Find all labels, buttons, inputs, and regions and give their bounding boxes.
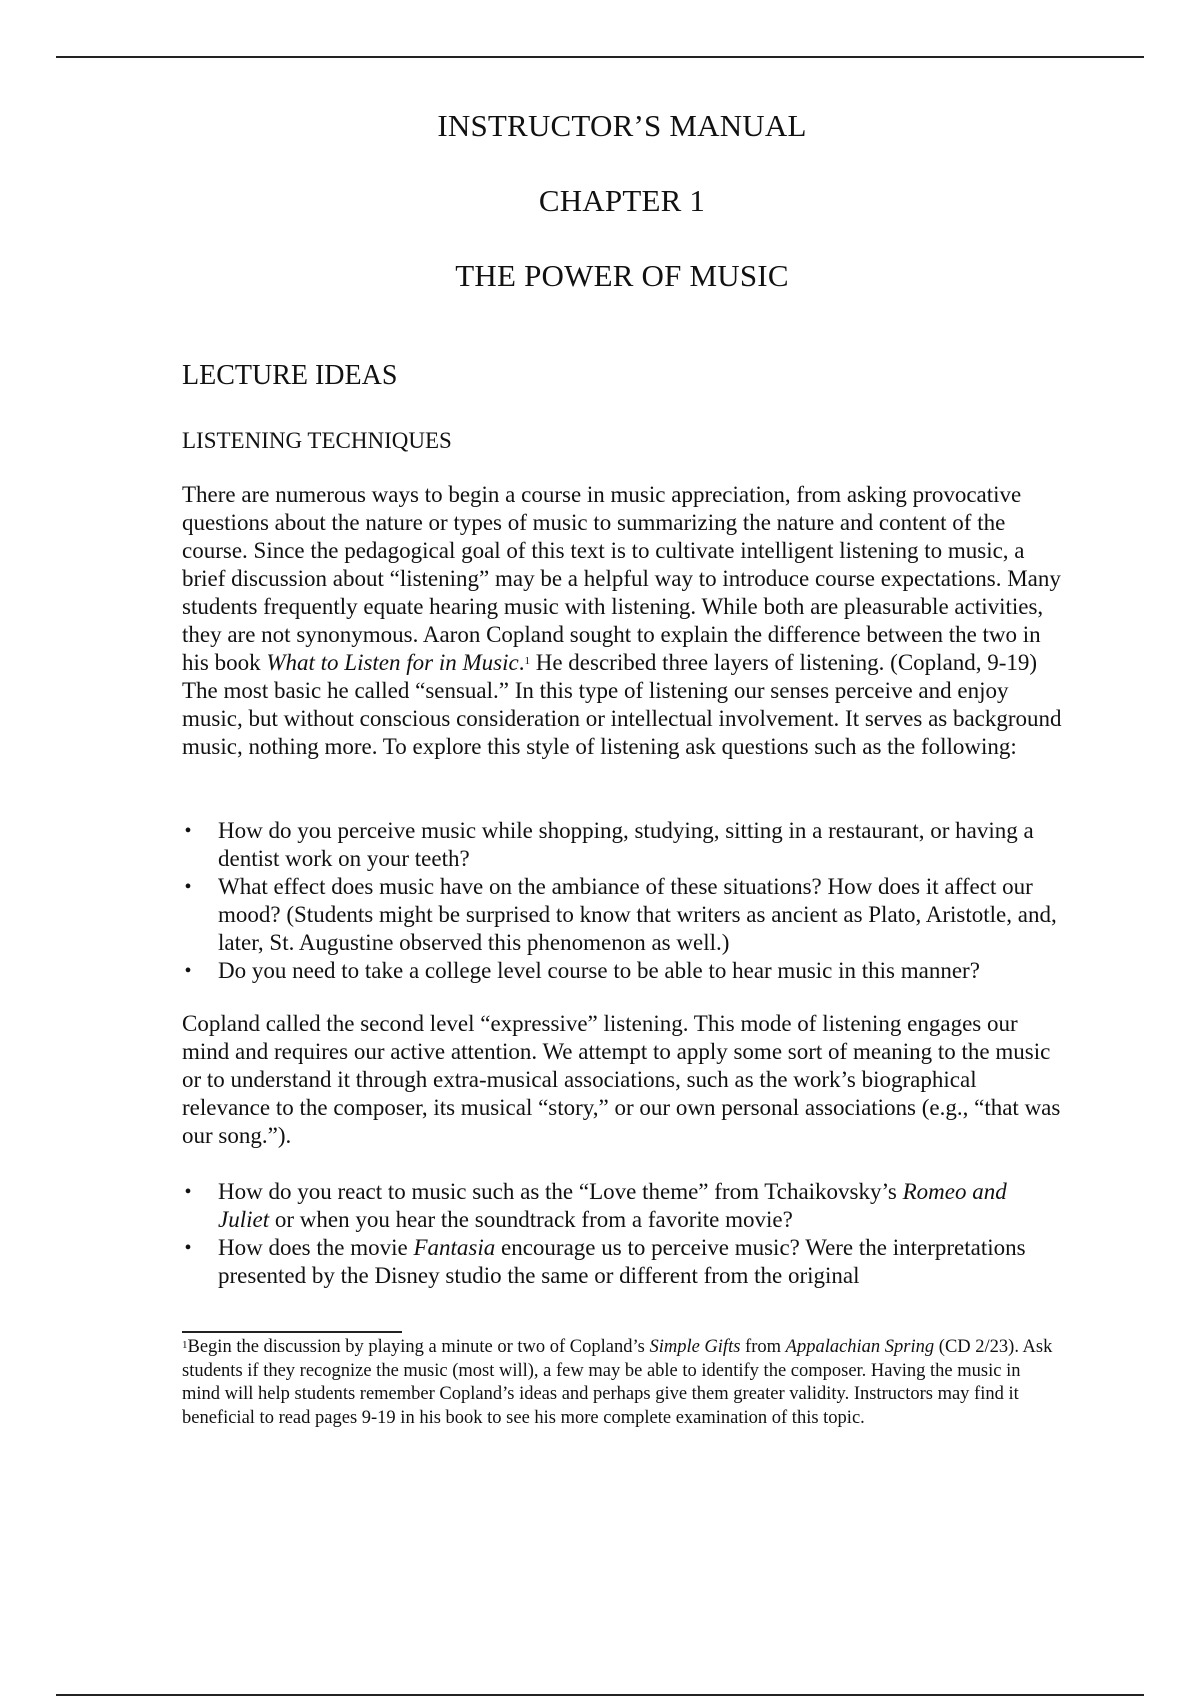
paragraph-expressive: [182, 1010, 1062, 1150]
footnote-reference[interactable]: 1: [524, 655, 530, 667]
bottom-rule: [56, 1694, 1144, 1696]
list-item-text: How do you perceive music while shopping, studying, sitting in a restaurant, or having a dentist work on your teeth?: [218, 818, 1034, 871]
footnote: [182, 1336, 1062, 1430]
bullet-icon: •: [184, 1237, 192, 1259]
footnote-mark: 1: [182, 1339, 188, 1351]
list-item: [182, 817, 1062, 873]
bullet-icon: •: [184, 960, 192, 982]
footnote-text: from: [740, 1337, 786, 1357]
movie-title: Fantasia: [413, 1235, 496, 1260]
list-item-text: encourage us to perceive music? Were the interpretations presented by the Disney studio the same or different from the original: [218, 1235, 1026, 1288]
work-title: Appalachian Spring: [785, 1337, 935, 1357]
list-item-text: What effect does music have on the ambiance of these situations? How does it affect our mood? (Students might be surprised to know that writers as ancient as Plato, Aristotle, and, later, St. Augustine observed this phenomenon as well.): [218, 874, 1057, 955]
top-rule: [56, 56, 1144, 58]
list-item: [182, 1178, 1062, 1234]
manual-title: INSTRUCTOR’S MANUAL: [437, 108, 807, 143]
bullet-list-expressive: [182, 1178, 1062, 1290]
paragraph-intro-text: There are numerous ways to begin a course in music appreciation, from asking provocative questions about the nature or types of music to summarizing the nature and content of the course. Since the pedagogical goal of this text is to cultivate intelligent listening to music, a brief discussion about “listening” may be a helpful way to introduce course expectations. Many students frequently equate hearing music with listening. While both are pleasurable activities, they are not synonymous. Aaron Copland sought to explain the difference between the two in his book: [182, 482, 1061, 675]
list-item: [182, 1234, 1062, 1290]
bullet-icon: •: [184, 820, 192, 842]
bullet-icon: •: [184, 1181, 192, 1203]
footnote-text: Begin the discussion by playing a minute or two of Copland’s: [187, 1337, 650, 1357]
chapter-number: CHAPTER 1: [538, 183, 706, 218]
list-item-text: or when you hear the soundtrack from a favorite movie?: [269, 1207, 793, 1232]
footnote-separator: [182, 1331, 402, 1333]
work-title: Simple Gifts: [649, 1337, 741, 1357]
footnote-text: (CD 2/23). Ask students if they recognize the music (most will), a few may be able to identify the composer. Having the music in mind will help students remember Copland’s ideas and perhaps give them greater validity. Instructors may find it beneficial to read pages 9-19 in his book to see his more complete examination of this topic.: [182, 1337, 1053, 1428]
bullet-list-sensual: [182, 817, 1062, 985]
book-title: What to Listen for in Music: [266, 650, 519, 675]
paragraph-intro-period: .: [518, 650, 525, 675]
list-item: [182, 873, 1062, 957]
section-subheading: LISTENING TECHNIQUES: [182, 428, 452, 453]
paragraph-expressive-text: Copland called the second level “expressive” listening. This mode of listening engages our mind and requires our active attention. We attempt to apply some sort of meaning to the music or to understand it through extra-musical associations, such as the work’s biographical relevance to the composer, its musical “story,” or our own personal associations (e.g., “that was our song.”).: [182, 1011, 1061, 1148]
chapter-title: THE POWER OF MUSIC: [455, 258, 789, 293]
list-item-text: How does the movie: [218, 1235, 414, 1260]
list-item: [182, 957, 1062, 985]
bullet-icon: •: [184, 876, 192, 898]
work-title: Romeo and Juliet: [218, 1179, 1007, 1232]
list-item-text: Do you need to take a college level course to be able to hear music in this manner?: [218, 958, 980, 983]
list-item-text: How do you react to music such as the “Love theme” from Tchaikovsky’s: [218, 1179, 903, 1204]
paragraph-intro: [182, 481, 1062, 761]
paragraph-intro-continued: He described three layers of listening. (Copland, 9-19) The most basic he called “sensual.” In this type of listening our senses perceive and enjoy music, but without conscious consideration or intellectual involvement. It serves as background music, nothing more. To explore this style of listening ask questions such as the following:: [182, 650, 1062, 759]
section-heading: LECTURE IDEAS: [182, 360, 398, 391]
